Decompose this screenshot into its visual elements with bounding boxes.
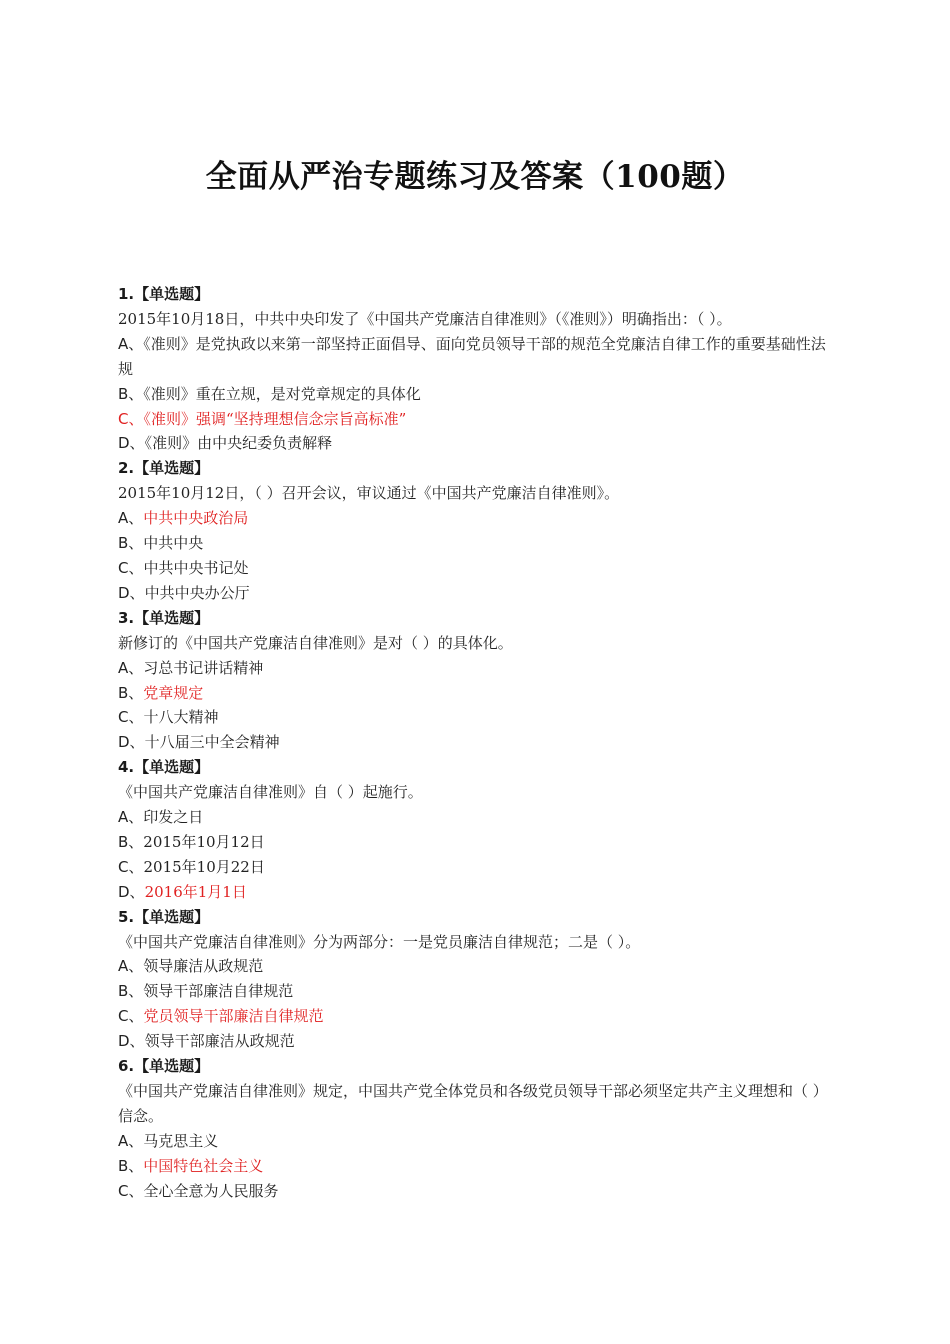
option-text: 领导干部廉洁自律规范: [143, 982, 294, 1001]
question-header: 5.【单选题】: [118, 907, 210, 926]
option-letter: A、: [118, 808, 144, 827]
question-stem: 新修订的《中国共产党廉洁自律准则》是对（ ）的具体化。: [118, 633, 513, 652]
option-text: 习总书记讲话精神: [143, 658, 264, 677]
option-text: 中共中央书记处: [143, 558, 249, 577]
option-text: 2015年10月22日: [143, 857, 265, 876]
question-2: [118, 456, 840, 605]
option-letter: C、: [118, 708, 144, 727]
question-header: 3.【单选题】: [118, 608, 210, 627]
option-text: 马克思主义: [143, 1131, 219, 1150]
option-text: 领导干部廉洁从政规范: [144, 1032, 295, 1051]
option-letter: B、: [118, 534, 144, 553]
option-b: [118, 979, 840, 1004]
question-header: 6.【单选题】: [118, 1057, 210, 1076]
option-text: 全心全意为人民服务: [143, 1181, 279, 1200]
question-stem: 2015年10月18日，中共中央印发了《中国共产党廉洁自律准则》（《准则》）明确指出：（ ）。: [118, 309, 732, 328]
question-3: [118, 606, 840, 755]
option-letter: C、: [118, 409, 144, 428]
option-b-correct: [118, 681, 840, 706]
option-b: [118, 531, 840, 556]
option-c-correct: [118, 407, 840, 432]
question-5: [118, 905, 840, 1054]
option-text: 中共中央: [143, 534, 204, 553]
option-letter: C、: [118, 857, 144, 876]
question-list: [118, 282, 840, 1204]
option-letter: B、: [118, 1156, 144, 1175]
option-letter: B、: [118, 683, 144, 702]
option-d: [118, 431, 840, 456]
option-a: [118, 1129, 840, 1154]
option-text: 2015年10月12日: [143, 832, 265, 851]
question-header: 2.【单选题】: [118, 459, 210, 478]
option-letter: D、: [118, 583, 145, 602]
option-letter: B、: [118, 384, 144, 403]
option-b: [118, 830, 840, 855]
option-letter: A、: [118, 334, 144, 353]
option-text: 领导廉洁从政规范: [143, 957, 264, 976]
option-d: [118, 581, 840, 606]
option-letter: D、: [118, 1032, 145, 1051]
option-letter: C、: [118, 1007, 144, 1026]
option-a: [118, 954, 840, 979]
option-text: 印发之日: [143, 808, 204, 827]
option-text: 党员领导干部廉洁自律规范: [143, 1007, 324, 1026]
option-text: 《准则》重在立规，是对党章规定的具体化: [143, 384, 421, 403]
option-letter: D、: [118, 733, 145, 752]
option-text: 中共中央政治局: [143, 509, 249, 528]
option-letter: B、: [118, 982, 144, 1001]
option-text: 《准则》是党执政以来第一部坚持正面倡导、面向党员领导干部的规范全党廉洁自律工作的重要基础性法规: [118, 334, 826, 378]
option-d: [118, 730, 840, 755]
question-6: [118, 1054, 840, 1203]
option-a: [118, 805, 840, 830]
option-letter: A、: [118, 509, 144, 528]
option-b: [118, 382, 840, 407]
question-stem: 2015年10月12日，（ ）召开会议，审议通过《中国共产党廉洁自律准则》。: [118, 484, 620, 503]
question-1: [118, 282, 840, 456]
option-letter: C、: [118, 558, 144, 577]
option-a: [118, 656, 840, 681]
option-c: [118, 1179, 840, 1204]
option-a-correct: [118, 506, 840, 531]
option-d-correct: [118, 880, 840, 905]
option-c: [118, 556, 840, 581]
option-letter: D、: [118, 882, 145, 901]
option-letter: B、: [118, 832, 144, 851]
question-stem: 《中国共产党廉洁自律准则》自（ ）起施行。: [118, 783, 423, 802]
option-b-correct: [118, 1154, 840, 1179]
question-stem: 《中国共产党廉洁自律准则》分为两部分：一是党员廉洁自律规范；二是（ ）。: [118, 932, 641, 951]
question-header: 1.【单选题】: [118, 285, 210, 303]
option-letter: A、: [118, 957, 144, 976]
option-text: 《准则》强调“坚持理想信念宗旨高标准”: [143, 409, 407, 428]
option-text: 十八大精神: [143, 708, 219, 727]
question-stem: 《中国共产党廉洁自律准则》规定，中国共产党全体党员和各级党员领导干部必须坚定共产主义理想和（ ）信念。: [118, 1082, 828, 1125]
option-text: 十八届三中全会精神: [144, 733, 280, 752]
option-text: 2016年1月1日: [144, 882, 247, 901]
option-letter: A、: [118, 658, 144, 677]
option-letter: D、: [118, 434, 145, 453]
question-header: 4.【单选题】: [118, 758, 210, 777]
option-text: 《准则》由中央纪委负责解释: [144, 434, 333, 453]
option-text: 中国特色社会主义: [143, 1156, 264, 1175]
option-c: [118, 705, 840, 730]
option-d: [118, 1029, 840, 1054]
option-letter: A、: [118, 1131, 144, 1150]
option-c-correct: [118, 1004, 840, 1029]
option-a: [118, 332, 840, 382]
option-text: 中共中央办公厅: [144, 583, 250, 602]
option-letter: C、: [118, 1181, 144, 1200]
option-c: [118, 855, 840, 880]
option-text: 党章规定: [143, 683, 204, 702]
document-title: 全面从严治专题练习及答案（100题）: [205, 159, 745, 195]
question-4: [118, 755, 840, 904]
